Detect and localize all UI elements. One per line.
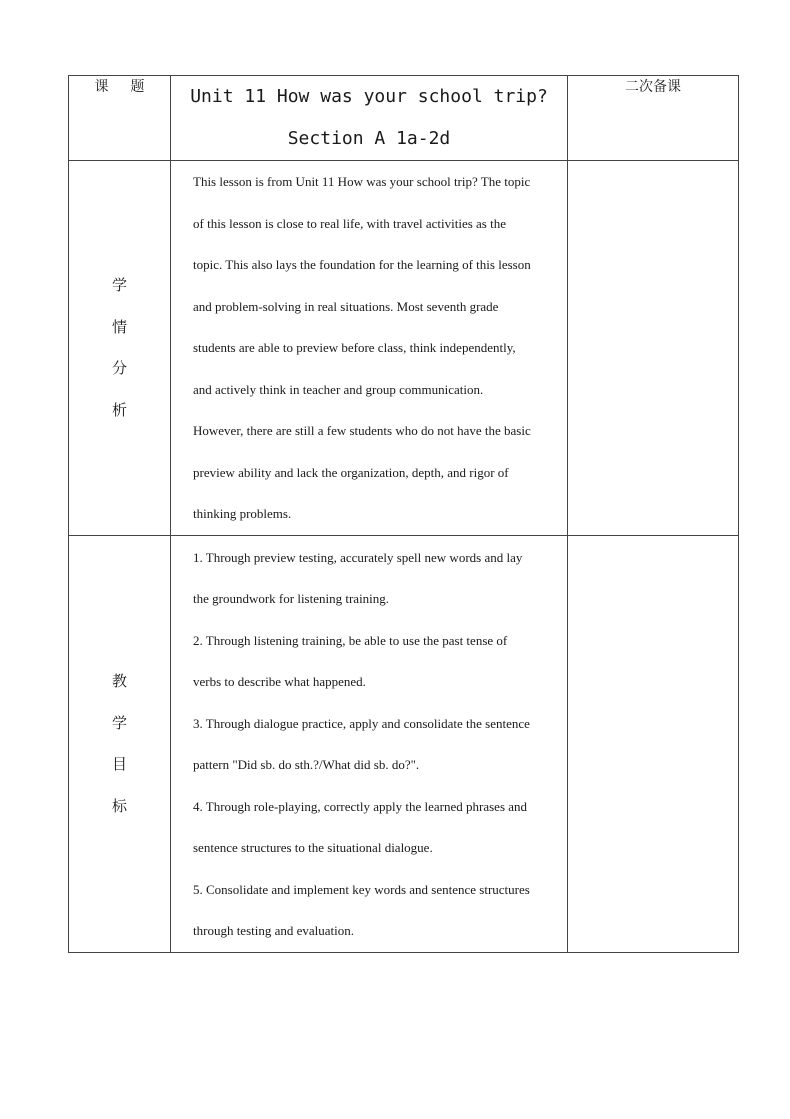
topic-label-char: 课 [94, 79, 109, 95]
text-line: 4. Through role-playing, correctly apply the learned phrases and [193, 798, 528, 814]
lesson-plan-table [68, 75, 739, 953]
student-analysis-label [69, 161, 171, 536]
label-char: 标 [111, 796, 127, 815]
teaching-goals-text [171, 536, 568, 953]
text-line: verbs to describe what happened. [193, 674, 366, 689]
label-char: 情 [111, 317, 127, 336]
lesson-title: Unit 11 How was your school trip? [190, 86, 548, 107]
student-analysis-row [69, 161, 739, 536]
text-line: 5. Consolidate and implement key words and sentence structures [193, 881, 530, 897]
lesson-subtitle: Section A 1a-2d [287, 128, 451, 149]
text-line: the groundwork for listening training. [193, 591, 390, 606]
label-char: 析 [111, 400, 127, 419]
topic-label-cell [69, 76, 171, 161]
text-line: This lesson is from Unit 11 How was your school trip? The topic [193, 174, 531, 190]
text-line: preview ability and lack the organization, depth, and rigor of [193, 464, 509, 480]
text-line: 3. Through dialogue practice, apply and consolidate the sentence [193, 715, 530, 731]
text-line: However, there are still a few students who do not have the basic [193, 423, 531, 439]
text-line: 1. Through preview testing, accurately spell new words and lay [193, 549, 523, 565]
text-line: students are able to preview before class, think independently, [193, 340, 516, 356]
student-analysis-text [171, 161, 568, 536]
text-line: sentence structures to the situational dialogue. [193, 840, 433, 855]
text-line: 2. Through listening training, be able to use the past tense of [193, 632, 508, 648]
teaching-goals-label [69, 536, 171, 953]
lesson-title-cell [171, 76, 568, 161]
text-line: and actively think in teacher and group communication. [193, 381, 484, 397]
teaching-goals-row [69, 536, 739, 953]
text-line: and problem-solving in real situations. Most seventh grade [193, 298, 499, 314]
text-line: pattern "Did sb. do sth.?/What did sb. do?". [193, 757, 420, 772]
text-line: through testing and evaluation. [193, 923, 355, 938]
label-char: 学 [111, 276, 127, 294]
header-row [69, 76, 739, 161]
label-char: 学 [111, 713, 127, 732]
label-char: 分 [111, 359, 127, 377]
text-line: topic. This also lays the foundation for the learning of this lesson [193, 257, 531, 273]
second-preparation-label: 二次备课 [568, 76, 739, 161]
text-line: of this lesson is close to real life, with travel activities as the [193, 215, 507, 231]
text-line: thinking problems. [193, 506, 292, 522]
label-char: 教 [111, 672, 127, 690]
topic-label-char: 题 [130, 79, 145, 95]
student-analysis-notes-cell [568, 161, 739, 536]
teaching-goals-notes-cell [568, 536, 739, 953]
label-char: 目 [111, 755, 127, 773]
